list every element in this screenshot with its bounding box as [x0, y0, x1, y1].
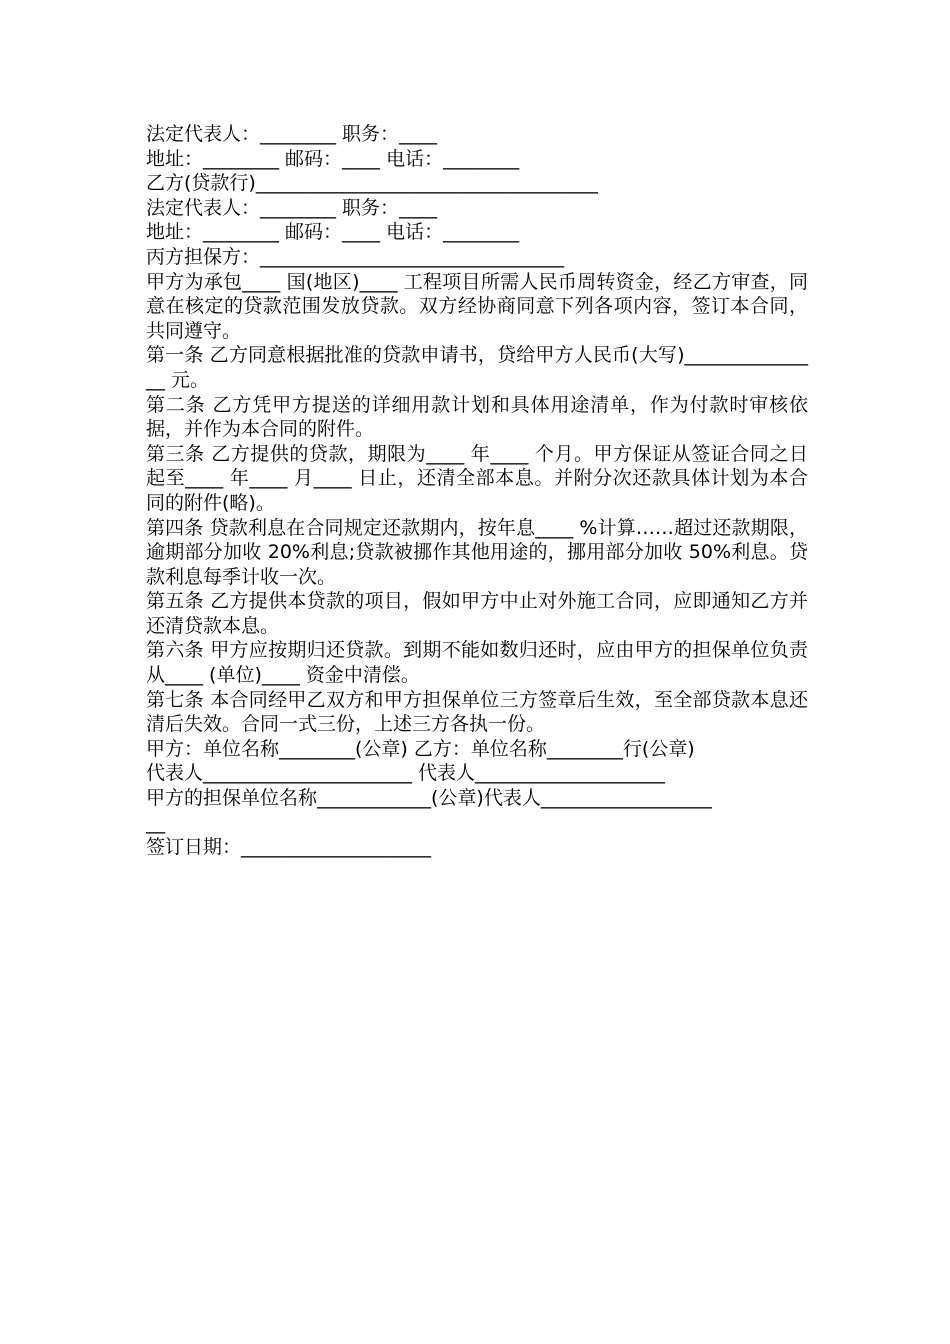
- party-a-representative-line: 法定代表人：________ 职务：____: [146, 123, 438, 145]
- article-2: 第二条 乙方凭甲方提送的详细用款计划和具体用途清单，作为付款时审核依据，并作为本合同的附件。: [146, 393, 808, 441]
- party-b-lender-line: 乙方(贷款行)____________________________________: [146, 172, 598, 195]
- guarantor-signature-line-tail: __: [146, 811, 165, 834]
- signature-representatives-line: 代表人______________________ 代表人____________________: [146, 762, 666, 785]
- party-a-address-line: 地址：________ 邮码：____ 电话：________: [146, 147, 520, 170]
- article-3: 第三条 乙方提供的贷款，期限为____ 年____ 个月。甲方保证从签证合同之日起至____ 年____ 月____ 日止，还清全部本息。并附分次还款具体计划为本合同的附件(略)。: [146, 442, 808, 514]
- article-5: 第五条 乙方提供本贷款的项目，假如甲方中止对外施工合同，应即通知乙方并还清贷款本息。: [146, 590, 808, 637]
- article-4: 第四条 贷款利息在合同规定还款期内，按年息____ %计算……超过还款期限，逾期部分加收 20%利息;贷款被挪作其他用途的，挪用部分加收 50%利息。贷款利息每季计收一次。: [146, 516, 808, 588]
- article-6: 第六条 甲方应按期归还贷款。到期不能如数归还时，应由甲方的担保单位负责从____ (单位)____ 资金中清偿。: [146, 639, 808, 687]
- intro-paragraph: 甲方为承包____ 国(地区)____ 工程项目所需人民币周转资金，经乙方审查，同意在核定的贷款范围发放贷款。双方经协商同意下列各项内容，签订本合同，共同遵守。: [146, 270, 808, 342]
- article-1: 第一条 乙方同意根据批准的贷款申请书，贷给甲方人民币(大写)_______________ 元。: [146, 344, 808, 391]
- sign-date-line: 签订日期：____________________: [146, 836, 432, 859]
- contract-body: [146, 122, 808, 860]
- article-7: 第七条 本合同经甲乙双方和甲方担保单位三方签章后生效，至全部贷款本息还清后失效。合同一式三份，上述三方各执一份。: [146, 688, 808, 736]
- guarantor-signature-line: 甲方的担保单位名称____________(公章)代表人__________________: [146, 787, 712, 810]
- party-b-address-line: 地址：________ 邮码：____ 电话：________: [146, 221, 520, 244]
- party-b-representative-line: 法定代表人：________ 职务：____: [146, 196, 438, 219]
- signature-units-line: 甲方：单位名称________(公章) 乙方：单位名称________行(公章): [146, 737, 695, 760]
- party-c-guarantor-line: 丙方担保方：________________________________: [146, 245, 565, 268]
